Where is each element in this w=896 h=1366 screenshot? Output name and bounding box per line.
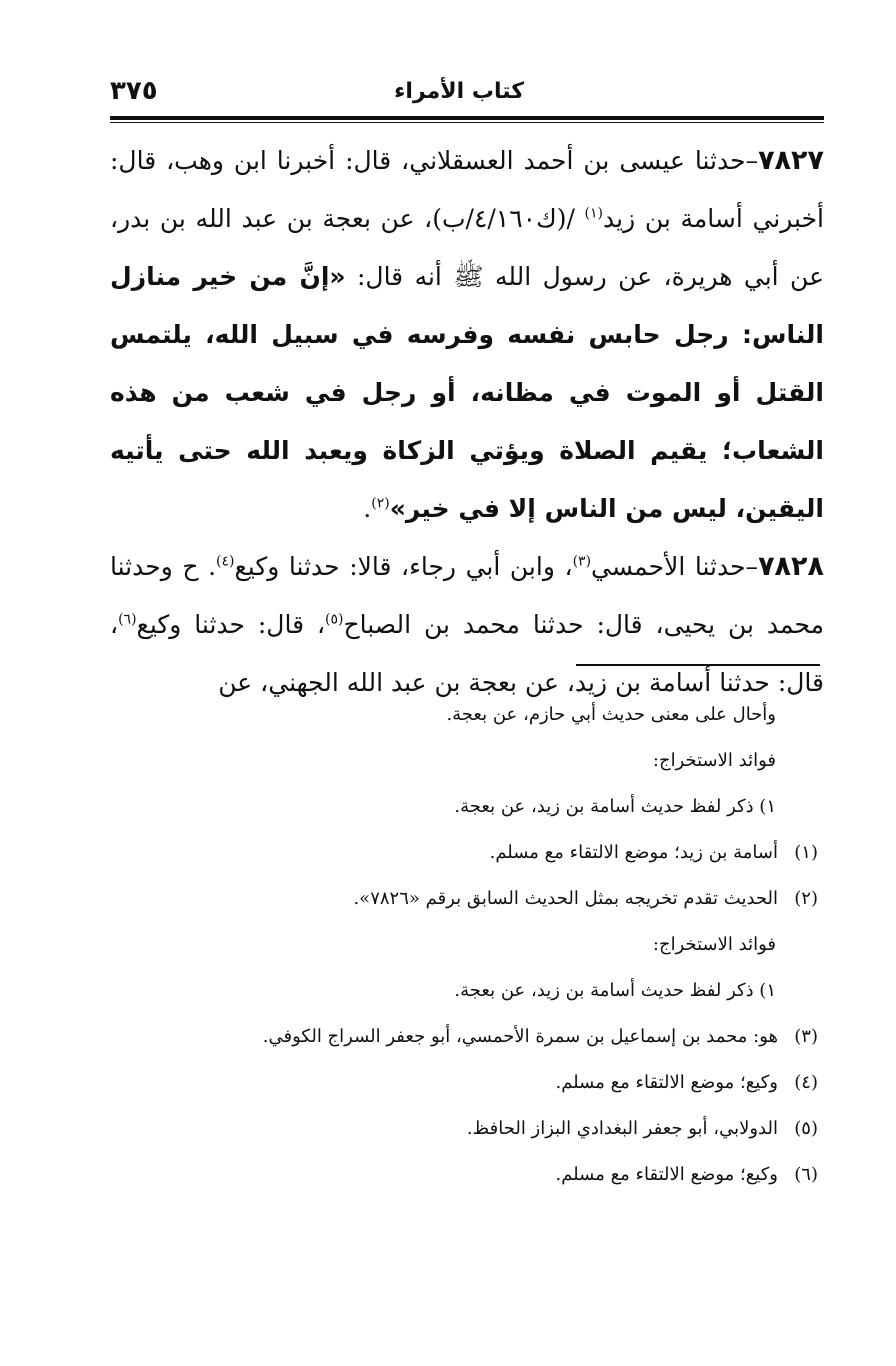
main-text [110, 132, 824, 712]
footnote-number: (٤) [794, 1072, 818, 1093]
footnote-line [110, 922, 824, 968]
footnote-text: فوائد الاستخراج: [652, 750, 776, 771]
footnote-ref[interactable]: (٦) [118, 611, 137, 628]
footnote-line [110, 1014, 824, 1060]
footnote-separator [576, 664, 820, 666]
footnote-text: الدولابي، أبو جعفر البغدادي البزاز الحافظ. [466, 1118, 778, 1139]
footnote-number: (٣) [794, 1026, 818, 1047]
hadith-number: ٧٨٢٧ [758, 145, 824, 176]
footnote-ref[interactable]: (٣) [572, 553, 592, 570]
footnote-number: (٢) [794, 888, 818, 909]
hadith-7828 [110, 538, 824, 712]
book-title: كتاب الأمراء [394, 78, 524, 104]
footnote-number: (١) [794, 842, 818, 863]
header-rule-thick [110, 116, 824, 120]
footnote-ref[interactable]: (٢) [371, 495, 390, 512]
footnote-line [110, 692, 824, 738]
footnote-text: وأحال على معنى حديث أبي حازم، عن بعجة. [446, 704, 776, 725]
footnote-text: فوائد الاستخراج: [652, 934, 776, 955]
footnotes [110, 692, 824, 1198]
footnote-line [110, 968, 824, 1014]
footnote-line [110, 1106, 824, 1152]
sanad-text: –حدثنا عيسى بن أحمد العسقلاني، قال: أخبرنا ابن وهب، قال: أخبرني أسامة بن زيد [110, 146, 824, 233]
footnote-text: وكيع؛ موضع الالتقاء مع مسلم. [555, 1072, 778, 1093]
footnote-line [110, 1060, 824, 1106]
footnote-number: (٥) [794, 1118, 818, 1139]
footnote-line [110, 830, 824, 876]
hadith-7827 [110, 132, 824, 538]
footnote-ref[interactable]: (٥) [325, 611, 344, 628]
footnote-text: هو: محمد بن إسماعيل بن سمرة الأحمسي، أبو جعفر السراج الكوفي. [262, 1026, 778, 1047]
sanad-text: /(ك٤/١٦٠/ب)، عن بعجة بن عبد الله بن بدر، عن أبي هريرة، عن رسول الله ﷺ أنه قال: [110, 204, 824, 291]
period: . [363, 494, 372, 523]
footnote-line [110, 1152, 824, 1198]
sanad-text: . ح وحدثنا محمد بن يحيى، قال: حدثنا محمد بن الصباح [110, 552, 824, 639]
footnote-line [110, 738, 824, 784]
footnote-number: (٦) [794, 1164, 818, 1185]
matn-text: «إنَّ من خير منازل الناس: رجل حابس نفسه وفرسه في سبيل الله، يلتمس القتل أو الموت في مظانه، أو رجل في شعب من هذه الشعاب؛ يقيم الصلاة ويؤتي الزكاة ويعبد الله حتى يأتيه اليقين، ليس من الناس إلا في خير» [110, 262, 824, 523]
hadith-number: ٧٨٢٨ [758, 551, 824, 582]
sanad-text: ، قال: حدثنا أسامة بن زيد، عن بعجة بن عبد الله الجهني، عن [110, 610, 824, 697]
footnote-text: ١) ذكر لفظ حديث أسامة بن زيد، عن بعجة. [454, 796, 776, 817]
footnote-ref[interactable]: (١) [584, 205, 604, 222]
running-header [110, 66, 824, 116]
footnote-text: أسامة بن زيد؛ موضع الالتقاء مع مسلم. [489, 842, 778, 863]
footnote-ref[interactable]: (٤) [216, 553, 235, 570]
sanad-text: ، وابن أبي رجاء، قالا: حدثنا وكيع [234, 552, 573, 581]
sanad-text: ، قال: حدثنا وكيع [136, 610, 326, 639]
footnote-text: الحديث تقدم تخريجه بمثل الحديث السابق برقم «٧٨٢٦». [353, 888, 778, 909]
header-rule-thin [110, 122, 824, 123]
footnote-line [110, 876, 824, 922]
footnote-text: ١) ذكر لفظ حديث أسامة بن زيد، عن بعجة. [454, 980, 776, 1001]
footnote-line [110, 784, 824, 830]
sanad-text: –حدثنا الأحمسي [591, 552, 759, 581]
footnote-text: وكيع؛ موضع الالتقاء مع مسلم. [555, 1164, 778, 1185]
page-number: ٣٧٥ [110, 76, 158, 106]
